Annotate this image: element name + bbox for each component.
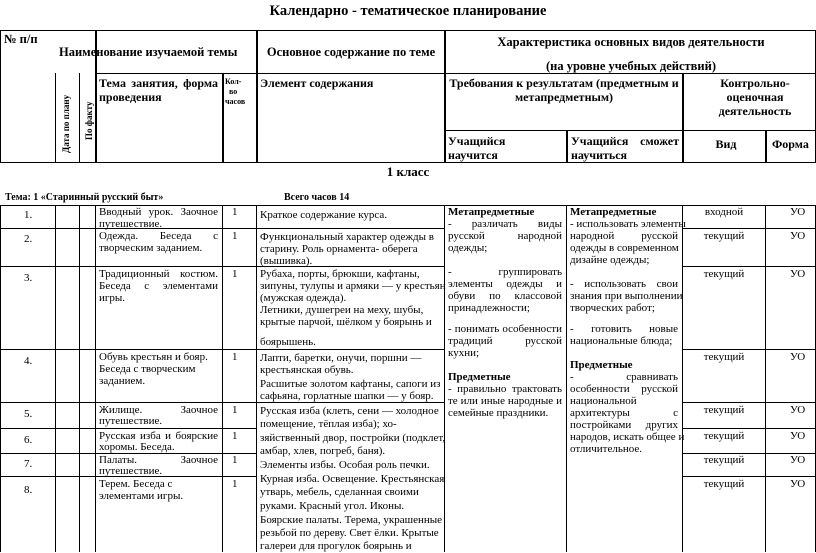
learn-line: принадлежности; bbox=[448, 302, 530, 314]
row-kind: текущий bbox=[703, 430, 745, 442]
row-kind: текущий bbox=[703, 404, 745, 416]
row-kind: входной bbox=[704, 206, 744, 218]
row-form: УО bbox=[790, 206, 806, 218]
row-num: 7. bbox=[24, 458, 33, 470]
learn-line: традиций русской bbox=[448, 335, 562, 347]
learn-line: элементы одежды и bbox=[448, 278, 562, 290]
can-line: - использовать элементы bbox=[570, 218, 686, 230]
theme-total: Всего часов 14 bbox=[284, 192, 350, 203]
theme-name: Тема: 1 «Старинный русский быт» bbox=[5, 192, 164, 203]
row-topic-line: путешествие. bbox=[99, 218, 163, 230]
header-form: Форма bbox=[772, 137, 809, 151]
row-hours: 1 bbox=[232, 478, 238, 490]
header-hours-line: часов bbox=[225, 97, 246, 106]
header-control: Контрольно-оценочная деятельность bbox=[718, 76, 792, 118]
row-form: УО bbox=[790, 230, 806, 242]
header-num: № п/п bbox=[4, 32, 38, 46]
row-hours: 1 bbox=[232, 351, 238, 363]
row-topic-line: Жилище. Заочное bbox=[99, 404, 218, 416]
header-topic-name: Наименование изучаемой темы bbox=[59, 45, 238, 59]
header-characteristic: Характеристика основных видов деятельности bbox=[497, 35, 765, 49]
row-form: УО bbox=[790, 404, 806, 416]
learn-line: - правильно трактовать bbox=[448, 383, 562, 395]
header-student-learns: Учащийся научится bbox=[448, 134, 506, 162]
can-line: творческих работ; bbox=[570, 302, 655, 314]
header-date-fact: По факту bbox=[84, 101, 94, 140]
content-line: зипуны, тулупы и армяки — у крестьян bbox=[260, 280, 446, 292]
header-requirements: Требования к результатам (предметным и метапредметным) bbox=[449, 76, 679, 104]
row-form: УО bbox=[790, 268, 806, 280]
content-line: боярышень. bbox=[260, 336, 316, 348]
row-kind: текущий bbox=[703, 454, 745, 466]
row-hours: 1 bbox=[232, 268, 238, 280]
content-line: Летники, душегреи на меху, шубы, bbox=[260, 304, 424, 316]
header-student-can: Учащийся сможет научиться bbox=[571, 134, 679, 162]
content-line: Краткое содержание курса. bbox=[260, 209, 388, 221]
content-line: Функциональный характер одежды в bbox=[260, 231, 434, 243]
row-topic-line: Традиционный костюм. bbox=[99, 268, 218, 280]
row-hours: 1 bbox=[232, 230, 238, 242]
content-line: Рубаха, порты, брюкши, кафтаны, bbox=[260, 268, 420, 280]
row-topic-line: Палаты. Заочное bbox=[99, 454, 218, 466]
can-heading: Предметные bbox=[570, 359, 633, 371]
can-heading: Метапредметные bbox=[570, 206, 657, 218]
learn-line: кухни; bbox=[448, 347, 480, 359]
header-hours bbox=[225, 77, 245, 107]
content-line: зяйственный двор, постройки (подклет, bbox=[260, 432, 446, 444]
header-date-plan: Дата по плану bbox=[61, 94, 71, 153]
content-line: Боярские палаты. Терема, украшенные bbox=[260, 514, 443, 526]
content-line: резьбой по дереву. Свет ёлки. Крытые bbox=[260, 527, 439, 539]
can-line: народной русской bbox=[570, 230, 678, 242]
content-line: Лапти, баретки, онучи, поршни — bbox=[260, 352, 422, 364]
learn-heading: Предметные bbox=[448, 371, 511, 383]
learn-line: - понимать особенности bbox=[448, 323, 562, 335]
header-kind: Вид bbox=[715, 137, 737, 151]
row-topic-line: игры. bbox=[99, 292, 126, 304]
learn-line: - различать виды bbox=[448, 218, 562, 230]
row-num: 2. bbox=[24, 233, 33, 245]
content-line: Русская изба (клеть, сени — холодное bbox=[260, 405, 439, 417]
can-line: отличительное. bbox=[570, 443, 643, 455]
row-topic-line: Одежда. Беседа с bbox=[99, 230, 218, 242]
row-topic-line: Терем. Беседа с bbox=[99, 478, 173, 490]
header-lesson-topic: Тема занятия, форма проведения bbox=[99, 76, 218, 104]
row-num: 8. bbox=[24, 484, 33, 496]
row-topic-line: путешествие. bbox=[99, 465, 163, 477]
content-line: крытые парчой, шёлком у боярынь и bbox=[260, 316, 432, 328]
can-line: архитектуры с bbox=[570, 407, 678, 419]
content-line: крестьянская обувь. bbox=[260, 364, 354, 376]
row-kind: текущий bbox=[703, 230, 745, 242]
content-line: помещение, тёплая изба); хо- bbox=[260, 418, 397, 430]
row-num: 1. bbox=[24, 209, 33, 221]
content-line: сафьяна, горлатные шапки — у бояр. bbox=[260, 390, 434, 402]
can-line: - готовить новые bbox=[570, 323, 678, 335]
row-hours: 1 bbox=[232, 206, 238, 218]
row-num: 4. bbox=[24, 355, 33, 367]
can-line: - сравнивать bbox=[570, 371, 678, 383]
row-topic-line: творческим заданием. bbox=[99, 242, 203, 254]
content-line: руками. Красный угол. Иконы. bbox=[260, 500, 405, 512]
row-form: УО bbox=[790, 351, 806, 363]
content-line: амбар, хлев, погреб, баня). bbox=[260, 445, 386, 457]
learn-line: - группировать bbox=[448, 266, 562, 278]
row-topic-line: хоромы. Беседа. bbox=[99, 441, 175, 453]
row-topic-line: Русская изба и боярские bbox=[99, 430, 218, 442]
content-line: (мужская одежда). bbox=[260, 292, 347, 304]
header-characteristic-sub: (на уровне учебных действий) bbox=[545, 59, 717, 73]
can-line: национальные блюда; bbox=[570, 335, 673, 347]
row-form: УО bbox=[790, 478, 806, 490]
can-line: дизайне одежды; bbox=[570, 254, 650, 266]
row-topic-line: Вводный урок. Заочное bbox=[99, 206, 218, 218]
row-kind: текущий bbox=[703, 351, 745, 363]
can-line: знания при выполнении bbox=[570, 290, 683, 302]
learn-line: те или иные народные и bbox=[448, 395, 562, 407]
header-hours-line: во bbox=[229, 87, 238, 96]
can-line: национальной bbox=[570, 395, 637, 407]
row-form: УО bbox=[790, 454, 806, 466]
row-num: 5. bbox=[24, 408, 33, 420]
row-topic-line: элементами игры. bbox=[99, 490, 184, 502]
content-line: галереи для прогулок боярынь и bbox=[260, 540, 412, 552]
row-topic-line: Беседа с творческим bbox=[99, 363, 196, 375]
can-line: одежды в современном bbox=[570, 242, 679, 254]
content-line: Расшитые золотом кафтаны, сапоги из bbox=[260, 378, 441, 390]
learn-line: обуви по классовой bbox=[448, 290, 562, 302]
row-topic-line: заданием. bbox=[99, 375, 146, 387]
content-line: Элементы избы. Особая роль печки. bbox=[260, 459, 430, 471]
header-content-element: Элемент содержания bbox=[260, 76, 374, 90]
can-line: - использовать свои bbox=[570, 278, 678, 290]
content-line: утварь, мебель, сделанная своими bbox=[260, 486, 419, 498]
row-topic-line: Беседа с элементами bbox=[99, 280, 218, 292]
row-num: 6. bbox=[24, 434, 33, 446]
row-topic-line: путешествие. bbox=[99, 415, 163, 427]
page-title: Календарно - тематическое планирование bbox=[269, 3, 547, 19]
row-kind: текущий bbox=[703, 478, 745, 490]
learn-line: русской народной bbox=[448, 230, 562, 242]
row-topic-line: Обувь крестьян и бояр. bbox=[99, 351, 208, 363]
row-kind: текущий bbox=[703, 268, 745, 280]
grade-label: 1 класс bbox=[386, 164, 430, 179]
header-hours-line: Кол- bbox=[225, 77, 242, 86]
can-line: особенности русской bbox=[570, 383, 678, 395]
row-hours: 1 bbox=[232, 404, 238, 416]
row-hours: 1 bbox=[232, 430, 238, 442]
content-line: старину. Роль орнамента- оберега bbox=[260, 243, 418, 255]
content-line: (вышивка). bbox=[260, 255, 313, 267]
row-num: 3. bbox=[24, 272, 33, 284]
learn-line: одежды; bbox=[448, 242, 488, 254]
learn-line: семейные праздники. bbox=[448, 407, 549, 419]
row-form: УО bbox=[790, 430, 806, 442]
header-main-content: Основное содержание по теме bbox=[266, 45, 436, 59]
row-hours: 1 bbox=[232, 454, 238, 466]
can-line: постройками других bbox=[570, 419, 678, 431]
content-line: Курная изба. Освещение. Крестьянская bbox=[260, 473, 445, 485]
can-line: народов, искать общее и bbox=[570, 431, 685, 443]
learn-heading: Метапредметные bbox=[448, 206, 535, 218]
